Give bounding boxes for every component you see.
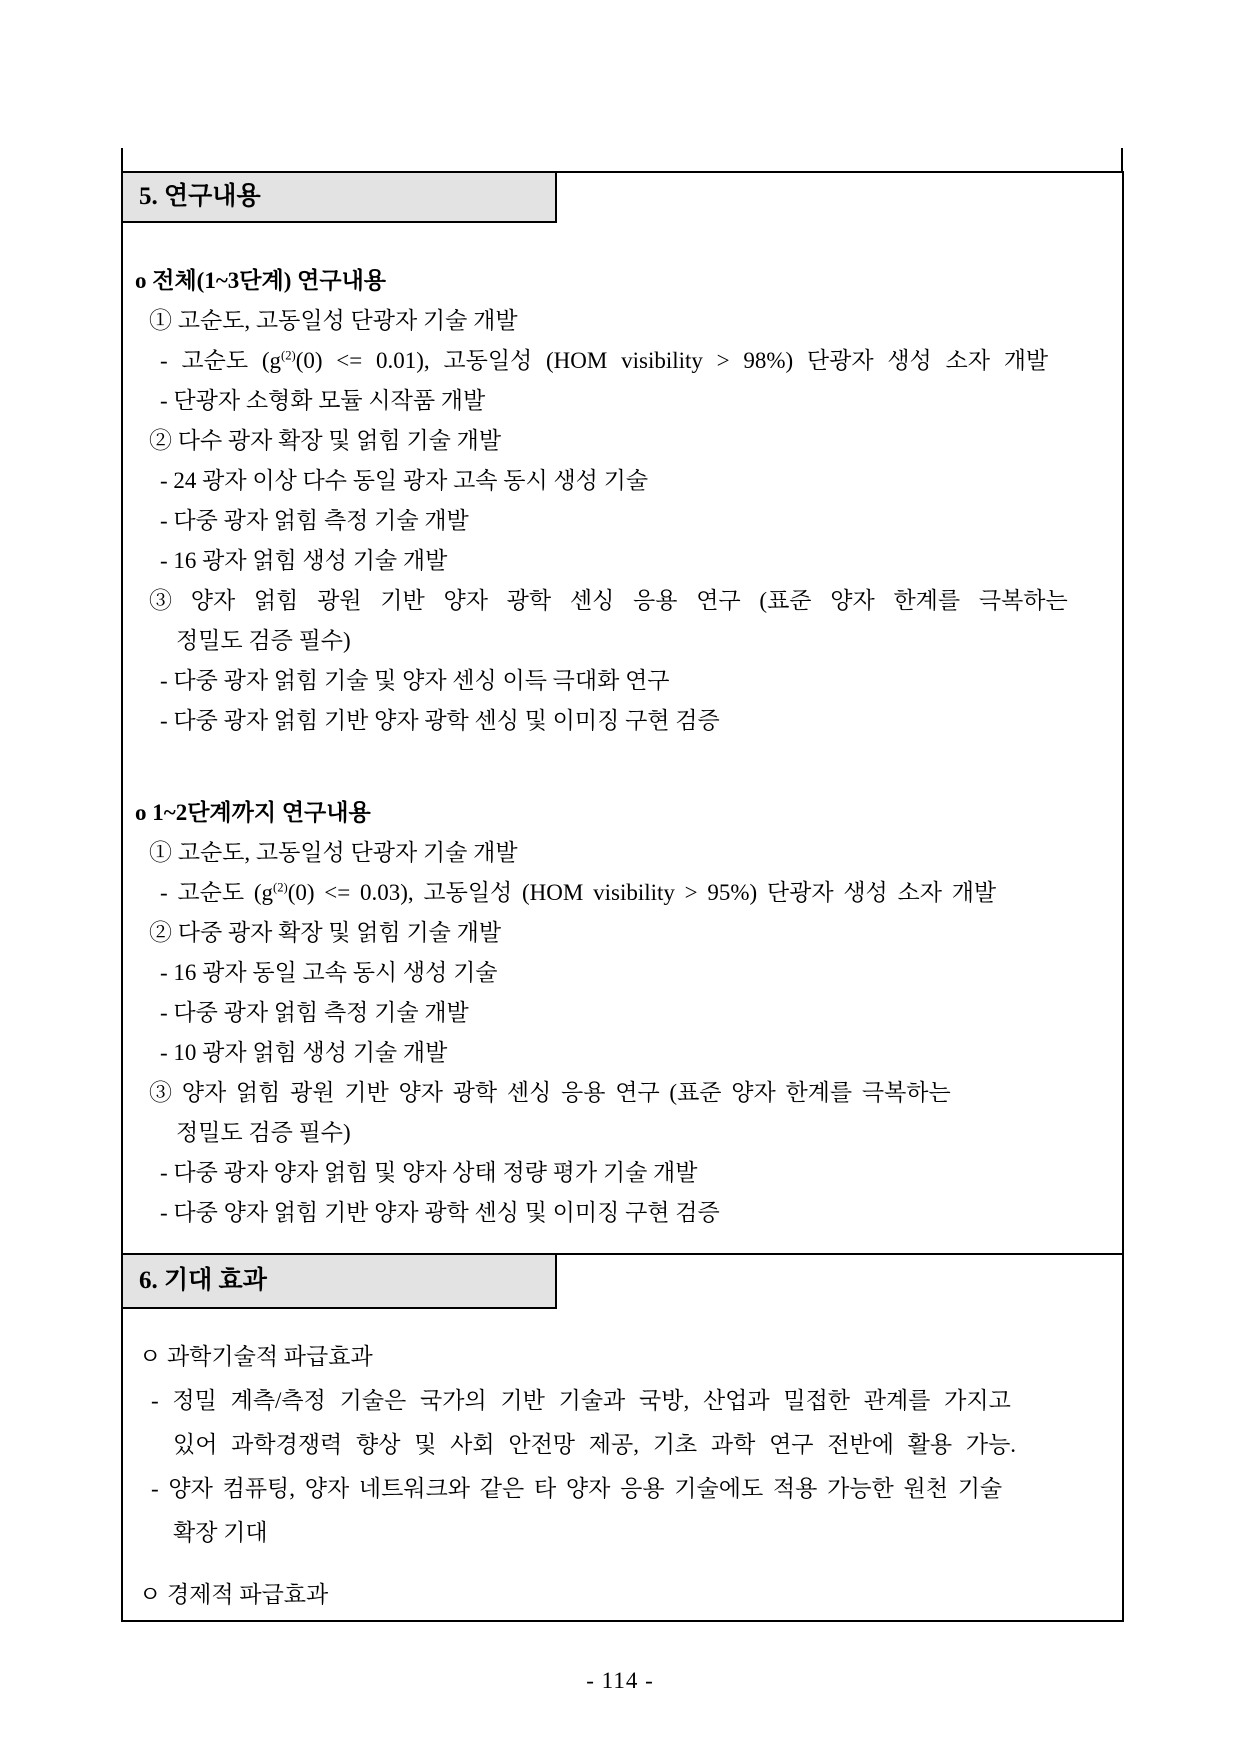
superscript: (2) [272,880,288,895]
blank-gap [123,741,1122,793]
continuation-line: 확장 기대 [173,1520,268,1545]
subsection-title: ㅇ 경제적 파급효과 [139,1582,329,1607]
list-item: - 24 광자 이상 다수 동일 광자 고속 동시 생성 기술 [160,468,649,493]
superscript: (2) [280,348,296,363]
list-item: - 다중 양자 얽힘 기반 양자 광학 센싱 및 이미징 구현 검증 [160,1200,720,1225]
list-item: ③ 양자 얽힘 광원 기반 양자 광학 센싱 응용 연구 (표준 양자 한계를 극복하는 [149,588,1068,613]
continuation-line: 정밀도 검증 필수) [176,628,351,653]
list-item: ① 고순도, 고동일성 단광자 기술 개발 [149,308,518,333]
list-item [123,341,1122,381]
continuation-line: 정밀도 검증 필수) [176,1120,351,1145]
list-item: - 16 광자 얽힘 생성 기술 개발 [160,548,448,573]
list-item: ① 고순도, 고동일성 단광자 기술 개발 [149,840,518,865]
list-item-text: (0) <= 0.03), 고동일성 (HOM visibility > 95%) 단광자 생성 소자 개발 [287,880,997,905]
list-item: - 다중 광자 얽힘 측정 기술 개발 [160,508,469,533]
list-item: ③ 양자 얽힘 광원 기반 양자 광학 센싱 응용 연구 (표준 양자 한계를 극복하는 [149,1080,951,1105]
list-item: - 정밀 계측/측정 기술은 국가의 기반 기술과 국방, 산업과 밀접한 관계를 가지고 [151,1388,1011,1413]
section-6-header: 6. 기대 효과 [121,1253,557,1309]
section-6-box [121,1253,1124,1622]
section-5-content [123,225,1122,1233]
subsection-title: ㅇ 과학기술적 파급효과 [139,1344,373,1369]
section-5-header: 5. 연구내용 [121,171,557,223]
top-left-border-stub [121,148,123,173]
list-item: - 양자 컴퓨팅, 양자 네트워크와 같은 타 양자 응용 기술에도 적용 가능한 원천 기술 [151,1476,1003,1501]
list-item: - 다중 광자 얽힘 측정 기술 개발 [160,1000,469,1025]
section-6-content [123,1309,1122,1617]
list-item: - 단광자 소형화 모듈 시작품 개발 [160,388,486,413]
list-item-text: (0) <= 0.01), 고동일성 (HOM visibility > 98%) 단광자 생성 소자 개발 [295,348,1049,373]
section-5-box [121,171,1124,1255]
list-item: ② 다수 광자 확장 및 얽힘 기술 개발 [149,428,502,453]
list-item [123,873,1122,913]
list-item: - 다중 광자 양자 얽힘 및 양자 상태 정량 평가 기술 개발 [160,1160,698,1185]
list-item: - 16 광자 동일 고속 동시 생성 기술 [160,960,498,985]
list-item-text: - 고순도 (g [160,348,281,373]
list-item-text: - 고순도 (g [160,880,273,905]
page-number: - 114 - [586,1668,654,1693]
list-item: - 10 광자 얽힘 생성 기술 개발 [160,1040,448,1065]
list-item: - 다중 광자 얽힘 기반 양자 광학 센싱 및 이미징 구현 검증 [160,708,720,733]
list-item: - 다중 광자 얽힘 기술 및 양자 센싱 이득 극대화 연구 [160,668,670,693]
subsection-title: o 전체(1~3단계) 연구내용 [135,268,387,293]
list-item: ② 다중 광자 확장 및 얽힘 기술 개발 [149,920,502,945]
continuation-line: 있어 과학경쟁력 향상 및 사회 안전망 제공, 기초 과학 연구 전반에 활용 가능. [173,1432,1017,1457]
subsection-title: o 1~2단계까지 연구내용 [135,800,371,825]
top-right-border-stub [1121,148,1123,173]
blank-gap [123,1555,1122,1573]
